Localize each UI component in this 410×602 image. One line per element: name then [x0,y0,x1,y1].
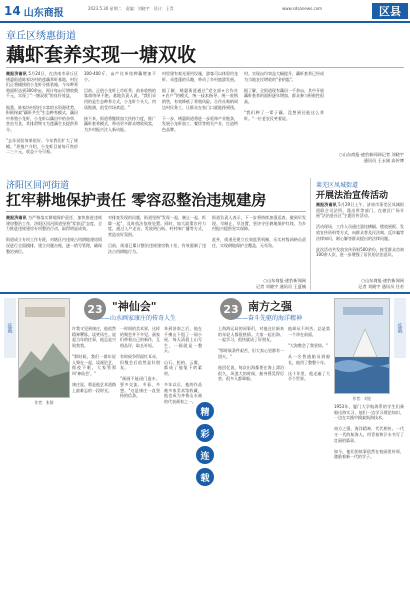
book2-col1: 上海海运局的同事们，对他这位新来的年轻人都很热情。大家一起出海、一起学习，很快就成了好朋友。 "那时候条件艰苦，但大家心里都有一团火。" 他回忆说，每次出海都要在海上漂泊很久，风浪大的时候，船身摇晃得厉害，很多人都晕船。 [218,326,284,382]
center-char-1: 精 [196,402,214,420]
article1-kicker: 章丘区绣惠街道 [6,31,76,42]
sidebar-body [316,202,404,278]
sidebar-title: 开展法治宣传活动 [316,191,389,201]
article2-col2: 对排查发现的问题，街道坚持"发现一起、制止一起、拆除一起"，及时依法依规处置。同时，加大政策宣传力度，通过入户走访、发放明白纸、村村响广播等方式，营造良好氛围。 目前，街道已累计整治违规建房数十处，有效遏制了违法占用耕地行为。 [108,215,206,254]
sidebar-divider [310,178,311,290]
article1-rule [6,67,404,68]
book2-cover-art [335,299,390,394]
book1-title: "神仙会" [112,300,157,313]
article1-col4: 村，实现亩均效益大幅提升，藕虾套养已经成为当地农民增收的"金钥匙"。 据了解，全街道现有藕田一千余亩，其中开展藕虾套养的面积逐年增加，群众参与积极性很高。 "我们种了一辈子藕，没想到还能这么养虾。"一位老农民笑着说。 [244,71,324,121]
center-char-3: 连 [196,446,214,464]
book2-subtitle: ——奋斗先驱的海洋精神 [236,315,303,322]
book1-number-badge: 23 [84,298,106,320]
article1-col3: 村里建有观光垂钓设施，游客可以体验钓龙虾、采莲蓬的乐趣，带动了乡村旅游发展。 据了解，绣惠街道通过"党支部+合作社+农户"的模式，统一技术指导、统一收购销售，有效降低了养殖风险。合作社吸纳周边村民务工，让群众在家门口就能挣到钱。 下一步，绣惠街道将进一步延伸产业链条，发展小龙虾加工、餐饮等相关产业，打造特色品牌。 [162,71,238,132]
sidebar-lead: 商报济南讯 [316,202,337,207]
book1-cover-art [19,299,70,398]
sidebar-byline2: 记者 刘晓宇 通讯员 任若 [358,284,404,289]
center-char-2: 彩 [196,424,214,442]
book2-cover-image [334,298,390,394]
book2-caption: 作者：刘宏 [352,396,372,401]
article1-col1 [6,71,78,175]
masthead-rule [0,21,410,23]
website-url: www.sdsanews.com [282,6,323,11]
sidebar-kicker: 莱芜区凤城街道 [316,182,359,189]
article1-byline2: 通讯员 王永刚 高传博 [363,158,404,163]
book2-col3: 1953年，厦门大学航海系的学生们乘船出海实习，他们一边学习理论知识，一边在实践中摸索航海技术。 南方之强，海洋精神，代代相传。一代又一代的航海人，用青春和汗水书写了壮丽的篇章。 如今，他们的故事依然在校园里传颂，激励着新一代的学子。 [334,404,404,460]
issue-meta: 2023.5.30 星期二 责编：刘晓宇 设计：王青 [88,6,174,11]
article2-lead: 商报济南讯 [6,215,27,220]
masthead-left [4,3,64,19]
article2-byline2: 记者 刘晓宇 通讯员 王夏楠 [255,284,306,289]
article1-col2: 300-400斤，亩产比单纯种藕增加不少。 目前，正值小龙虾上市旺季，前来收购的客商络绎不绝。基地负责人说，"我们采用的是生态种养方式，小龙虾个头大、肉质饱满，很受市场欢迎。" 接下来，街道将继续加大扶持力度，推广藕虾套养模式，带动更多群众增收致富，为乡村振兴注入新动能。 [84,71,156,132]
page-number: 14 [4,4,21,18]
article1-byline1: ○山东商报·速豹新闻网记者 刘晓宇 [339,152,404,157]
book2-number-badge: 23 [220,298,242,320]
center-char-4: 载 [196,468,214,486]
book1-caption: 作者：张翔 [34,400,54,405]
book2-title: 南方之强 [248,300,292,313]
article2-col3: 街道负责人表示，下一步将持续加强巡查，做到早发现、早制止、早处置，坚决守住耕地保护红线，为乡村振兴提供坚实保障。 此外，街道还建立长效监管机制，压实村级网格员责任，实现耕地保护全覆盖、无死角。 [212,215,306,248]
article2-headline: 扛牢耕地保护责任 零容忍整治违规建房 [6,191,267,209]
section-tag: 区县 [372,3,408,19]
book1-side-tag: 连载 [4,298,16,358]
masthead [0,0,410,22]
book2-col2: 他却从不叫苦，总是第一个冲在前面。 "大海教会了我坚韧。" 从一名普通船员到船长，他用了整整十年。 这十年里，他走遍了大半个世界。 [288,326,330,382]
serials-rule [0,292,410,294]
article1-headline: 藕虾套养实现一塘双收 [6,44,197,66]
sidebar-body-text: 5月29日上午，济南市莱芜区凤城街道联合司法所、派出所等部门，在辖区广场开展"法治进社区"主题宣传活动。 活动现场，工作人员通过悬挂横幅、摆放展板、发放宣传资料等方式，向群众普及民法典、反诈骗等法律知识，耐心解答群众提出的法律问题。 此次活动共发放宣传资料500余份，接受群众咨询100余人次，进一步增强了居民的法治意识。 [316,202,404,258]
article1-col5 [330,71,404,151]
book1-col2: 一时间的美术界，这样的聚会并不多见。画家们带着自己的新作，互相品评，取长补短。 有时候争得面红耳赤，但散会后依然是好朋友。 "画画不能闭门造车，要多交流、多看、多想。"这是康庄一直坚持的信条。 [120,326,160,399]
book2-side-tag: 连载 [394,298,406,358]
book1-subtitle: ——山水画家康庄的传奇人生 [98,315,177,322]
article1-lead: 商报济南讯 [6,71,27,76]
article2-rule [6,211,306,212]
article2-col1-text: 为严格落实耕地保护责任，加快推进违规建房整治工作，济阳区回河街道坚持"零容忍"态度，全力推进违规建房专项整治行动，取得明显成效。 街道成立专项工作专班，对辖区内违规占用耕地建房情况进行全面摸排，建立问题台账，逐一销号管理，确保整治到位。 [6,215,102,254]
article2-col1 [6,215,102,287]
article2-kicker: 济阳区回河街道 [6,181,70,191]
paper-name: 山东商报 [23,7,64,19]
sidebar-byline1: ○山东商报·速豹新闻网 [361,278,404,283]
book1-cover-image [18,298,70,398]
article2-byline1: ○山东商报·速豹新闻网 [263,278,306,283]
article1-col1-text: 5月24日，在济南市章丘区绣惠街道陈家坊村的莲藕养虾基地，村民们正将捕捞的小龙虾分拣装箱，今年种养殖面积达到300余亩，预计每亩可增收数千元，实现了"一塘双收"的良好效益。 据悉，陈家坊村依托丰富的水资源优势，积极探索"藕虾共生"生态种养模式，藕田中养殖小龙虾，小龙虾以藕田中的杂草、害虫为食，其排泄物又为莲藕生长提供养分。 "去年试验效果很好，今年我们扩大了规模。"养殖户介绍，小龙虾目前每斤售价二三十元，收益十分可观。 [6,71,78,155]
book1-col3: 来到济南之后，他在千佛山下租了一间小屋，每天清晨上山写生，一画就是一整天。 山石、松柏、云雾，都成了他笔下的素材。 多年以后，他的作品被多家美术馆收藏，他也成为齐鲁山水画的代表画家之一。 [164,326,202,404]
book1-col1: 许我又见到康庄，他依然精神矍铄，谈笑风生。说起当年的往事，他总是兴致勃勃。 "那时候，我们一群年轻人聚在一起，谈画论艺，彻夜不眠，大家管那叫'神仙会'。" 康庄说，那是他艺术道路上最难忘的一段时光。 [72,326,116,393]
